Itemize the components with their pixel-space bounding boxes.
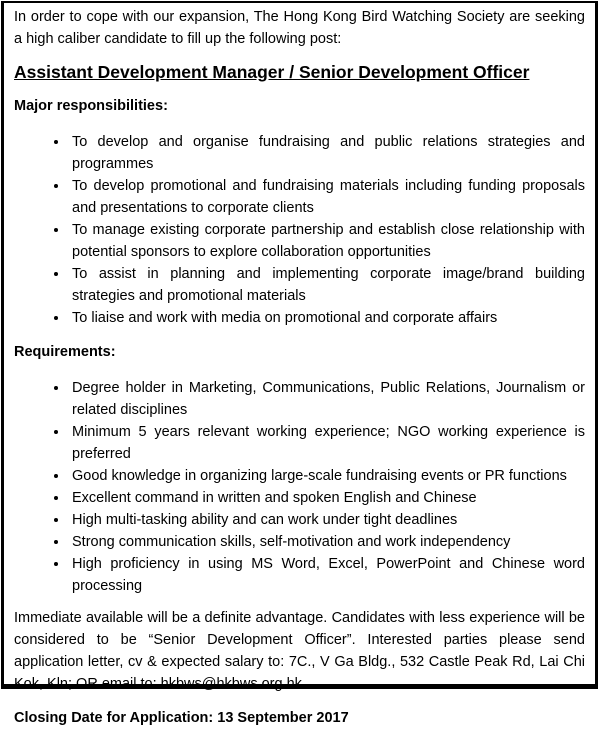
- closing-date: Closing Date for Application: 13 September 2017: [14, 710, 349, 726]
- document-frame: [1, 1, 598, 726]
- intro-paragraph: In order to cope with our expansion, The Hong Kong Bird Watching Society are seeking a high caliber candidate to fill up the following post:: [14, 9, 585, 47]
- responsibilities-list: [14, 131, 585, 329]
- responsibilities-heading: Major responsibilities:: [14, 98, 168, 114]
- list-item: • To assist in planning and implementing corporate image/brand building strategies and promotional materials: [69, 263, 585, 307]
- list-item: • High multi-tasking ability and can work under tight deadlines: [69, 509, 585, 531]
- list-item: • To develop and organise fundraising and public relations strategies and programmes: [69, 131, 585, 175]
- requirements-list: [14, 377, 585, 597]
- list-item: • High proficiency in using MS Word, Excel, PowerPoint and Chinese word processing: [69, 553, 585, 597]
- list-item: • To liaise and work with media on promotional and corporate affairs: [69, 307, 585, 329]
- list-item: • To manage existing corporate partnership and establish close relationship with potential sponsors to explore collaboration opportunities: [69, 219, 585, 263]
- requirements-heading: Requirements:: [14, 344, 116, 360]
- job-title: Assistant Development Manager / Senior Development Officer: [14, 62, 530, 82]
- closing-paragraph: Immediate available will be a definite advantage. Candidates with less experience will be considered to be “Senior Development Officer”. Interested parties please send application letter, cv & expected salary to: 7C., V Ga Bldg., 532 Castle Peak Rd, Lai Chi Kok, Kln; OR email to: hkbws@hkbws.org.hk: [14, 610, 585, 692]
- list-item: • Strong communication skills, self-motivation and work independency: [69, 531, 585, 553]
- list-item: • Excellent command in written and spoken English and Chinese: [69, 487, 585, 509]
- list-item: • To develop promotional and fundraising materials including funding proposals and presentations to corporate clients: [69, 175, 585, 219]
- list-item: • Good knowledge in organizing large-scale fundraising events or PR functions: [69, 465, 585, 487]
- list-item: • Minimum 5 years relevant working experience; NGO working experience is preferred: [69, 421, 585, 465]
- list-item: • Degree holder in Marketing, Communications, Public Relations, Journalism or related disciplines: [69, 377, 585, 421]
